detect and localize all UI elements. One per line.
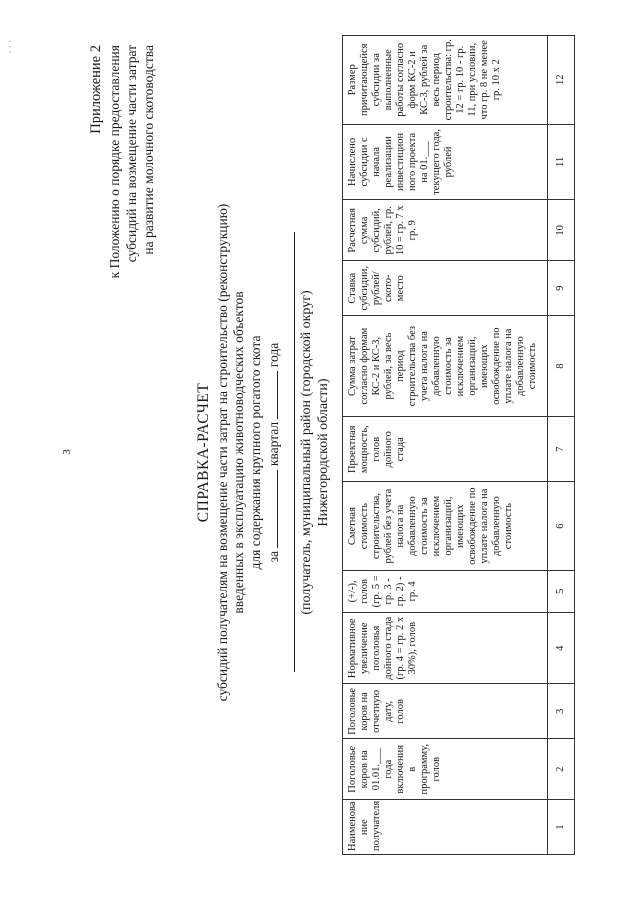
column-number: 11 [548,124,575,200]
appendix-block [88,45,157,278]
document-heading [196,0,283,905]
appendix-line: к Положению о порядке предоставления [107,45,122,279]
column-header: Поголовье коров на отчетную дату, голов [343,684,548,739]
column-header: Сумма затрат согласно формам КС-2 и КС-3, рублей, за весь период строительства без учета налога на добавленную стоимость за исключением организаций, имеющих освобождение по уплате налога на добавленную стоимость [343,316,548,417]
appendix-title: Приложение 2 [88,45,104,134]
reporting-period-line [265,0,283,905]
column-number: 3 [548,684,575,739]
appendix-line: на развитие молочного скотоводства [141,45,156,255]
appendix-line: субсидий на возмещение части затрат [124,45,139,263]
column-header: Поголовье коров на 01.01.___ года включения в программу, голов [343,739,548,800]
column-number: 2 [548,739,575,800]
document-title: СПРАВКА-РАСЧЕТ [195,382,212,523]
column-number: 12 [548,36,575,125]
recipient-region: Нижегородской области) [316,378,331,527]
column-number-row [548,36,575,855]
column-header: Расчетная сумма субсидий, рублей, гр. 10 = гр. 7 х гр. 9 [343,200,548,261]
heading-line: для содержания крупного рогатого скота [247,335,263,570]
column-header: Ставка субсидии, рублей/ ското-место [343,261,548,316]
period-prefix: за [266,550,281,563]
recipient-caption: (получатель, муниципальный район (городской округ) [294,233,315,673]
column-number: 6 [548,482,575,570]
column-header: Сметная стоимость строительства, рублей без учета налога на добавленную стоимость за исключением организаций, имеющих освобождение по уплате налога на добавленную стоимость [343,482,548,570]
column-number: 4 [548,612,575,684]
heading-line: введенных в эксплуатацию животноводческих объектов [231,291,246,614]
corner-mark: ᾿ ᾿ ᾿ [8,40,18,54]
heading-line: субсидий получателям на возмещение части затрат на строительство (реконструкцию) [214,203,230,702]
column-number: 5 [548,570,575,612]
table-header-row [343,36,548,855]
column-number: 7 [548,417,575,482]
column-header: Начислено субсидии с начала реализации инвестицион ного проекта на 01.___ текущего года, рублей [343,124,548,200]
period-year-label: года [266,342,281,368]
column-header: Нормативное увеличение поголовья дойного стада (гр. 4 = гр. 2 х 30%), голов [343,612,548,684]
column-header: Проектная мощность, голов дойного стада [343,417,548,482]
column-number: 1 [548,800,575,855]
column-header: Наименова ние получателя [343,800,548,855]
column-number: 8 [548,316,575,417]
recipient-block [294,0,332,905]
period-year-blank [265,371,278,419]
column-header: (+/-), голов (гр. 5 = гр. 3 - гр. 2) - гр. 4 [343,570,548,612]
period-quarter-blank [265,470,278,548]
column-number: 9 [548,261,575,316]
period-quarter-label: квартал [266,421,281,467]
subsidy-calculation-table [342,35,575,855]
column-header: Размер причитающейся субсидии за выполненные работы согласно форм КС-2 и КС-3, рублей за весь период строительства: гр. 12 = гр. 10 - гр. 11, при условии, что гр. 8 не менее гр. 10 х 2 [343,36,548,125]
page-number: 3 [60,449,73,455]
column-number: 10 [548,200,575,261]
